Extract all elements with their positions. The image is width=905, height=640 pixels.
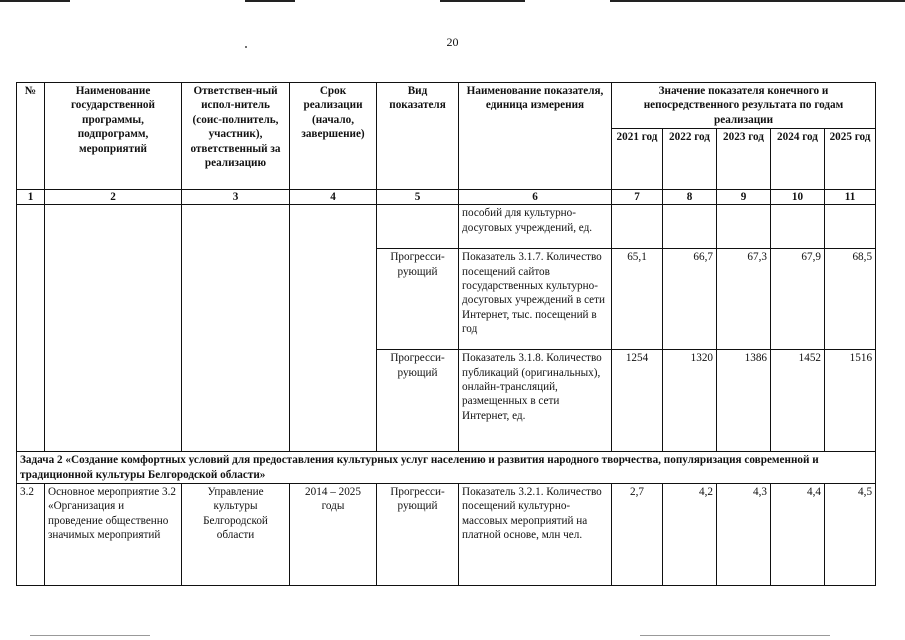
header-kind: Вид показателя [377,83,459,190]
cell-value-2022: 1320 [663,350,717,452]
cell-value-2024: 4,4 [771,484,825,586]
col-number: 10 [771,190,825,205]
cell-responsible [182,205,290,452]
col-number: 9 [717,190,771,205]
cell-indicator: Показатель 3.2.1. Количество посещений культурно-массовых мероприятий на платной основе, млн чел. [459,484,612,586]
column-numbering-row [17,190,876,205]
header-program-name: Наименование государственной программы, подпрограмм, мероприятий [45,83,182,190]
cell-value-2022 [663,205,717,249]
cell-value-2023: 67,3 [717,249,771,350]
cell-kind: Прогресси-рующий [377,249,459,350]
scan-top-edge-left [0,0,70,2]
task-row [17,452,876,484]
col-number: 5 [377,190,459,205]
cell-value-2021: 2,7 [612,484,663,586]
header-row-1 [17,83,876,129]
col-number: 7 [612,190,663,205]
cell-value-2023 [717,205,771,249]
cell-value-2025: 68,5 [825,249,876,350]
scan-top-edge-mid2 [440,0,525,2]
cell-kind: Прогресси-рующий [377,350,459,452]
col-number: 11 [825,190,876,205]
header-year-2025: 2025 год [825,129,876,190]
header-responsible: Ответствен-ный испол-нитель (соис-полнитель, участник), ответственный за реализацию [182,83,290,190]
cell-value-2022: 66,7 [663,249,717,350]
cell-no [17,205,45,452]
cell-program-name [45,205,182,452]
scan-bottom-edge-right [640,635,830,636]
header-year-2022: 2022 год [663,129,717,190]
table-row [17,205,876,249]
scan-top-edge-right [610,0,905,2]
header-year-2021: 2021 год [612,129,663,190]
header-values-group: Значение показателя конечного и непосредственного результата по годам реализации [612,83,876,129]
cell-indicator: Показатель 3.1.8. Количество публикаций (оригинальных), онлайн-трансляций, размещенных в сети Интернет, ед. [459,350,612,452]
col-number: 1 [17,190,45,205]
cell-value-2025: 1516 [825,350,876,452]
cell-value-2024: 1452 [771,350,825,452]
scan-top-edge-mid1 [245,0,295,2]
cell-value-2023: 1386 [717,350,771,452]
cell-value-2021: 65,1 [612,249,663,350]
cell-value-2023: 4,3 [717,484,771,586]
cell-no: 3.2 [17,484,45,586]
cell-value-2021 [612,205,663,249]
indicators-table [16,82,876,586]
cell-value-2025: 4,5 [825,484,876,586]
header-year-2023: 2023 год [717,129,771,190]
col-number: 4 [290,190,377,205]
cell-value-2021: 1254 [612,350,663,452]
cell-term [290,205,377,452]
page-number: 20 [446,35,459,49]
col-number: 8 [663,190,717,205]
cell-value-2022: 4,2 [663,484,717,586]
cell-kind: Прогресси-рующий [377,484,459,586]
header-year-2024: 2024 год [771,129,825,190]
cell-indicator: Показатель 3.1.7. Количество посещений сайтов государственных культурно-досуговых учреждений в сети Интернет, тыс. посещений в год [459,249,612,350]
cell-kind [377,205,459,249]
cell-term: 2014 – 2025 годы [290,484,377,586]
cell-program-name: Основное мероприятие 3.2 «Организация и проведение общественно значимых мероприятий [45,484,182,586]
scan-bottom-edge-left [30,635,150,636]
col-number: 6 [459,190,612,205]
table-row [17,484,876,586]
col-number: 2 [45,190,182,205]
cell-responsible: Управление культуры Белгородской области [182,484,290,586]
cell-indicator: пособий для культурно-досуговых учреждений, ед. [459,205,612,249]
cell-value-2024: 67,9 [771,249,825,350]
cell-value-2024 [771,205,825,249]
task-heading: Задача 2 «Создание комфортных условий для предоставления культурных услуг населению и развития народного творчества, популяризация современной и традиционной культуры Белгородской области» [17,452,876,484]
header-no: № [17,83,45,190]
cell-value-2025 [825,205,876,249]
header-term: Срок реализации (начало, завершение) [290,83,377,190]
header-indicator: Наименование показателя, единица измерения [459,83,612,190]
col-number: 3 [182,190,290,205]
